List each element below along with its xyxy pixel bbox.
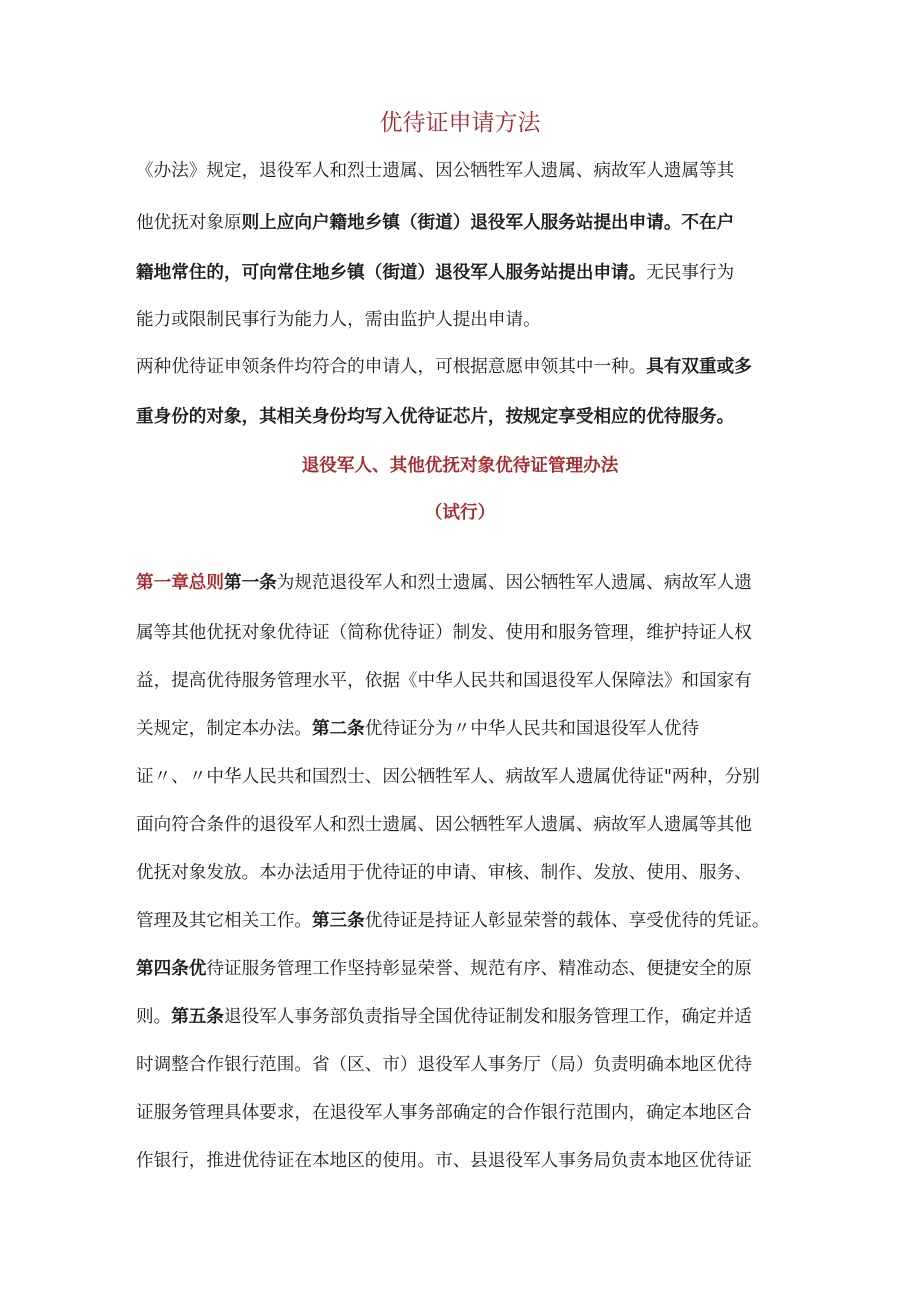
text-run: 他优抚对象原 <box>136 213 242 233</box>
chapter-label: 第一章总则 <box>136 573 224 593</box>
text-run: 两种优待证申领条件均符合的申请人，可根据意愿申领其中一种。 <box>136 357 647 377</box>
article-label: 第二条 <box>311 719 365 739</box>
body-line <box>136 716 699 742</box>
text-run: 为规范退役军人和烈士遗属、因公牺牲军人遗属、病故军人遗 <box>276 573 752 593</box>
body-line <box>136 908 769 934</box>
body-line <box>136 1148 752 1174</box>
intro-line <box>136 158 734 184</box>
intro-line <box>136 404 734 430</box>
text-run: 证服务管理具体要求，在退役军人事务部确定的合作银行范围内，确定本地区合 <box>136 1103 752 1123</box>
text-run: 能力或限制民事行为能力人，需由监护人提出申请。 <box>136 310 541 330</box>
body-line <box>136 570 752 596</box>
text-run: 关规定，制定本办法。 <box>136 719 312 739</box>
text-run: 作银行，推进优待证在本地区的使用。市、县退役军人事务局负责本地区优待证 <box>136 1151 752 1171</box>
body-line <box>136 1004 752 1030</box>
body-line <box>136 956 752 982</box>
body-line <box>136 860 752 886</box>
text-run: 退役军人事务部负责指导全国优待证制发和服务管理工作，确定并适 <box>224 1007 752 1027</box>
body-line <box>136 1052 752 1078</box>
bold-text-run: 籍地常住的，可向常住地乡镇（街道）退役军人服务站提出申请。 <box>136 263 647 283</box>
bold-text-run: 则上应向户籍地乡镇（街道）退役军人服务站提出申请。不在户 <box>241 213 735 233</box>
text-run: 待证服务管理工作坚持彰显荣誉、规范有序、精准动态、便捷安全的原 <box>206 959 752 979</box>
text-run: 优抚对象发放。本办法适用于优待证的申请、审核、制作、发放、使用、服务、 <box>136 863 752 883</box>
text-run: 面向符合条件的退役军人和烈士遗属、因公牺牲军人遗属、病故军人遗属等其他 <box>136 815 752 835</box>
body-line <box>136 620 752 646</box>
body-line <box>136 1100 752 1126</box>
section-subheading: （试行） <box>424 503 496 523</box>
text-run: 无民事行为 <box>646 263 735 283</box>
article-label: 第三条 <box>311 911 365 931</box>
intro-line <box>136 210 734 236</box>
text-run: 证〃、〃中华人民共和国烈士、因公牺牲军人、病故军人遗属优待证"两种，分别 <box>136 767 760 787</box>
intro-line <box>136 260 734 286</box>
text-run: 优待证是持证人彰显荣誉的载体、享受优待的凭证。 <box>364 911 770 931</box>
text-run: 《办法》规定，退役军人和烈士遗属、因公牺牲军人遗属、病故军人遗属等其 <box>136 161 735 181</box>
body-line <box>136 764 760 790</box>
body-line <box>136 668 752 694</box>
bold-text-run: 重身份的对象，其相关身份均写入优待证芯片，按规定享受相应的优待服务。 <box>136 407 735 427</box>
bold-text-run: 具有双重或多 <box>646 357 752 377</box>
section-heading: 退役军人、其他优抚对象优待证管理办法 <box>301 456 619 476</box>
article-label: 第一条 <box>223 573 277 593</box>
body-line <box>136 812 752 838</box>
intro-line <box>136 307 541 333</box>
text-run: 时调整合作银行范围。省（区、市）退役军人事务厅（局）负责明确本地区优待 <box>136 1055 752 1075</box>
article-label: 第五条 <box>171 1007 224 1027</box>
text-run: 益，提高优待服务管理水平，依据《中华人民共和国退役军人保障法》和国家有 <box>136 671 752 691</box>
text-run: 则。 <box>136 1007 172 1027</box>
document-title: 优待证申请方法 <box>379 110 541 136</box>
text-run: 管理及其它相关工作。 <box>136 911 312 931</box>
text-run: 优待证分为〃中华人民共和国退役军人优待 <box>364 719 700 739</box>
intro-line <box>136 354 752 380</box>
text-run: 属等其他优抚对象优待证（简称优待证）制发、使用和服务管理，维护持证人权 <box>136 623 752 643</box>
article-label: 第四条优 <box>136 959 207 979</box>
